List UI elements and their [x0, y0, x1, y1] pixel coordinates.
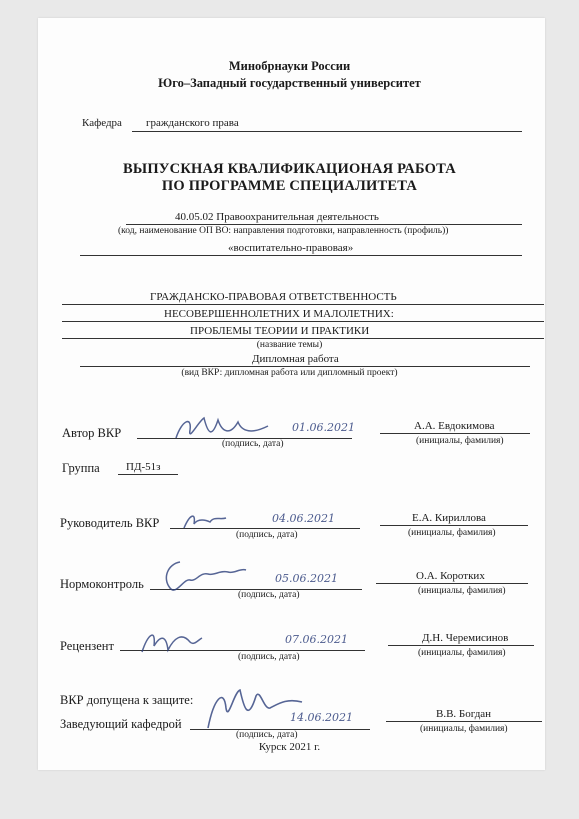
admission-sign-caption: (подпись, дата) — [236, 730, 298, 740]
author-sign-caption: (подпись, дата) — [222, 439, 284, 449]
reviewer-signature — [136, 624, 206, 660]
admission-signature — [198, 678, 308, 736]
city-year: Курск 2021 г. — [258, 741, 321, 753]
program-code: 40.05.02 Правоохранительная деятельность — [175, 211, 379, 223]
work-title-line1: ВЫПУСКНАЯ КВАЛИФИКАЦИОНАЯ РАБОТА — [123, 161, 456, 177]
group-label: Группа — [62, 461, 100, 475]
reviewer-name-line — [388, 645, 534, 646]
department-value: гражданского права — [146, 117, 239, 129]
normcontrol-sign-caption: (подпись, дата) — [238, 590, 300, 600]
reviewer-name: Д.Н. Черемисинов — [422, 632, 509, 644]
topic-line3: ПРОБЛЕМЫ ТЕОРИИ И ПРАКТИКИ — [190, 325, 370, 337]
work-type: Дипломная работа — [252, 353, 339, 365]
supervisor-name-line — [380, 525, 528, 526]
reviewer-sign-caption: (подпись, дата) — [238, 652, 300, 662]
topic-caption: (название темы) — [256, 340, 323, 350]
department-label: Кафедра — [82, 117, 122, 129]
normcontrol-name-line — [376, 583, 528, 584]
topic-underline-1 — [62, 304, 544, 305]
topic-line2: НЕСОВЕРШЕННОЛЕТНИХ И МАЛОЛЕТНИХ: — [164, 308, 394, 320]
reviewer-label: Рецензент — [60, 639, 114, 653]
admission-date: 14.06.2021 — [290, 711, 353, 724]
normcontrol-name-caption: (инициалы, фамилия) — [418, 586, 506, 596]
author-date: 01.06.2021 — [292, 421, 355, 434]
supervisor-label: Руководитель ВКР — [60, 516, 160, 530]
admission-name-line — [386, 721, 542, 722]
supervisor-signature — [180, 508, 230, 534]
admission-label: ВКР допущена к защите: — [60, 693, 194, 707]
work-title-line2: ПО ПРОГРАММЕ СПЕЦИАЛИТЕТА — [161, 178, 418, 194]
reviewer-name-caption: (инициалы, фамилия) — [418, 648, 506, 658]
topic-line1: ГРАЖДАНСКО-ПРАВОВАЯ ОТВЕТСТВЕННОСТЬ — [150, 291, 397, 303]
normcontrol-date: 05.06.2021 — [275, 572, 338, 585]
author-name-caption: (инициалы, фамилия) — [416, 436, 504, 446]
program-profile: «воспитательно-правовая» — [228, 242, 354, 254]
topic-underline-2 — [62, 321, 544, 322]
university-name: Юго–Западный государственный университет — [158, 76, 421, 90]
topic-underline-3 — [62, 338, 544, 339]
supervisor-date: 04.06.2021 — [272, 512, 335, 525]
supervisor-name: Е.А. Кириллова — [412, 512, 486, 524]
profile-line — [80, 255, 522, 256]
group-value: ПД-51з — [126, 461, 161, 473]
program-caption: (код, наименование ОП ВО: направления подготовки, направленность (профиль)) — [118, 226, 449, 236]
normcontrol-name: О.А. Коротких — [416, 570, 485, 582]
author-label: Автор ВКР — [62, 426, 122, 440]
group-line — [118, 474, 178, 475]
admission-name-caption: (инициалы, фамилия) — [420, 724, 508, 734]
department-line — [132, 131, 522, 132]
normcontrol-signature — [150, 558, 250, 602]
normcontrol-label: Нормоконтроль — [60, 577, 144, 591]
supervisor-sign-caption: (подпись, дата) — [236, 530, 298, 540]
author-name: А.А. Евдокимова — [414, 420, 495, 432]
reviewer-date: 07.06.2021 — [285, 633, 348, 646]
supervisor-name-caption: (инициалы, фамилия) — [408, 528, 496, 538]
author-name-line — [380, 433, 530, 434]
ministry-name: Минобрнауки России — [228, 59, 351, 73]
work-type-caption: (вид ВКР: дипломная работа или дипломный проект) — [181, 368, 398, 378]
program-line — [126, 224, 522, 225]
head-of-department-name: В.В. Богдан — [436, 708, 492, 720]
head-of-department-label: Заведующий кафедрой — [60, 717, 182, 731]
work-type-line — [80, 366, 530, 367]
